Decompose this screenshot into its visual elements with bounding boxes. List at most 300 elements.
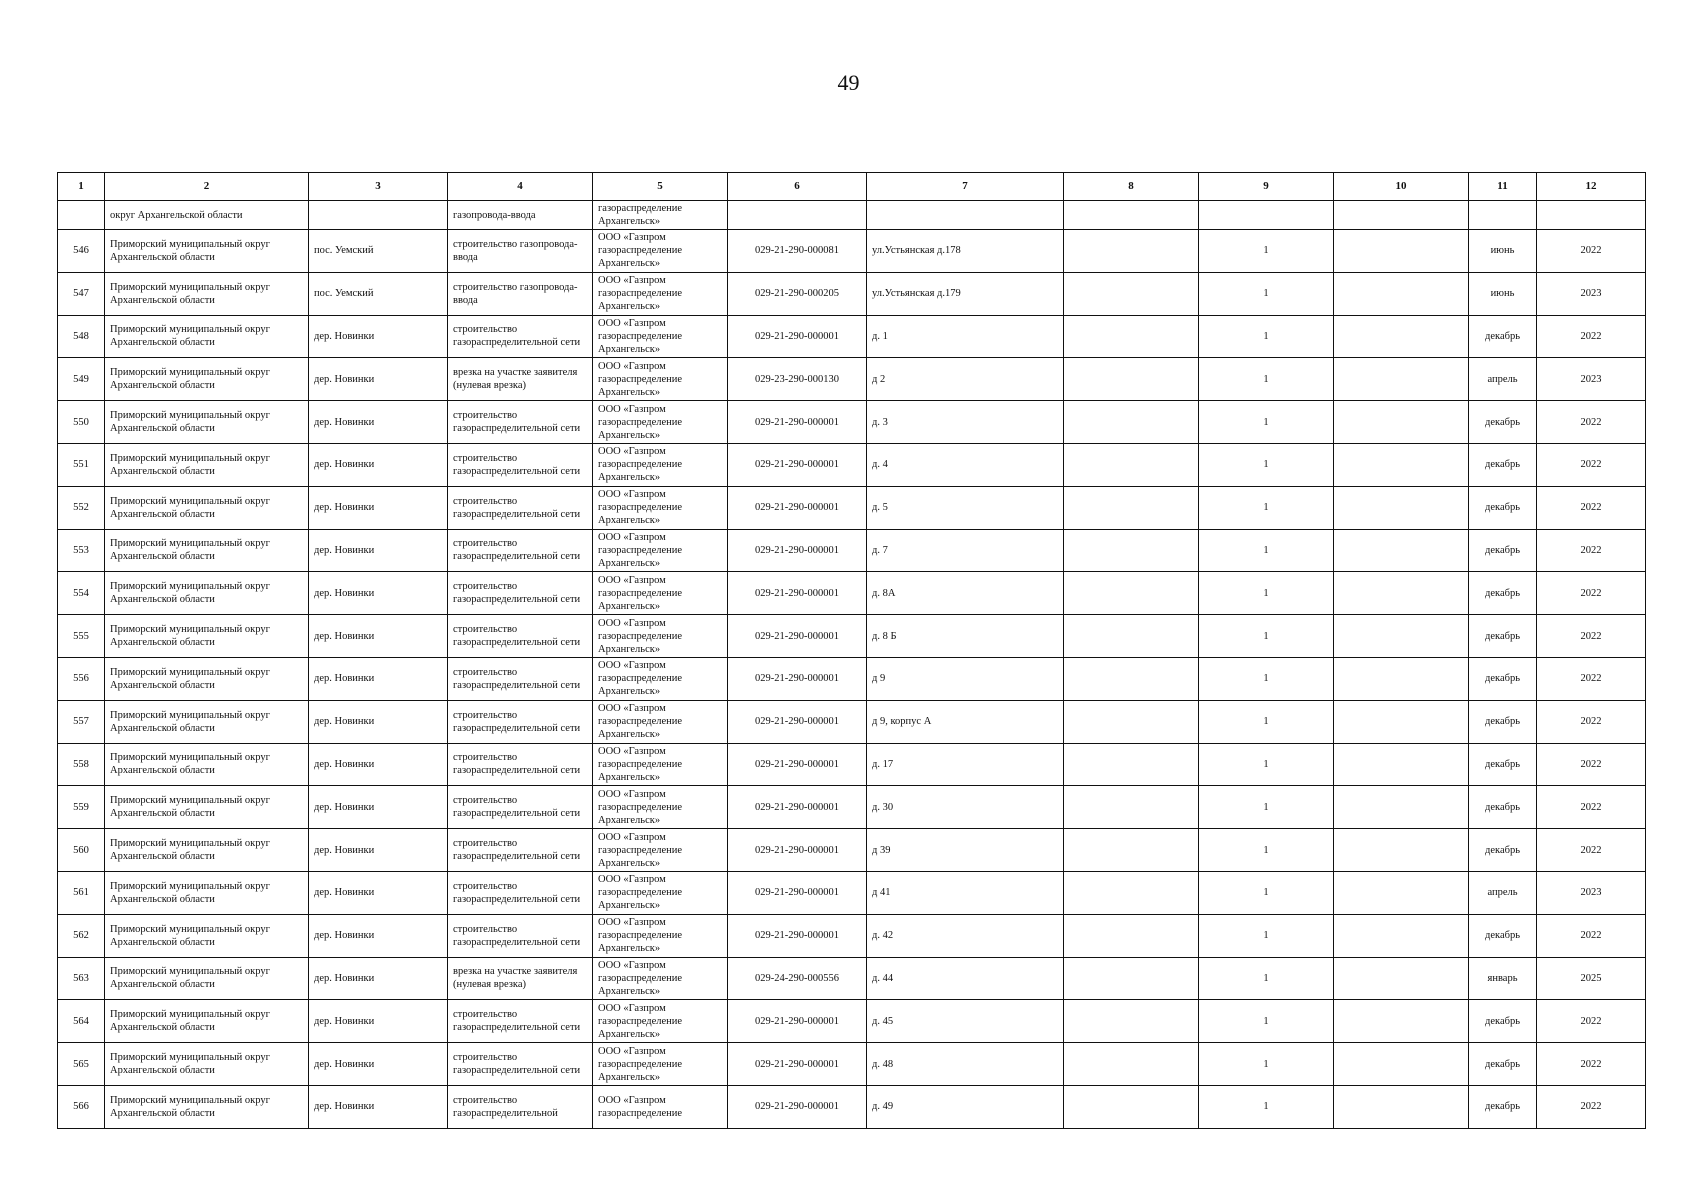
cell (1334, 657, 1469, 700)
locality-cell: дер. Новинки (309, 957, 448, 1000)
table-row (58, 657, 1646, 700)
table-row (58, 786, 1646, 829)
month-cell: декабрь (1469, 315, 1537, 358)
organization-cell: ООО «Газпром газораспределение Архангельск» (593, 529, 728, 572)
cell (1334, 829, 1469, 872)
locality-cell: дер. Новинки (309, 615, 448, 658)
organization-cell: ООО «Газпром газораспределение Архангельск» (593, 871, 728, 914)
organization-cell: ООО «Газпром газораспределение Архангельск» (593, 657, 728, 700)
cell: газораспределение Архангельск» (593, 201, 728, 230)
month-cell: декабрь (1469, 1043, 1537, 1086)
row-number-cell: 550 (58, 401, 105, 444)
year-cell: 2022 (1537, 315, 1646, 358)
quantity-cell: 1 (1199, 529, 1334, 572)
code-cell: 029-21-290-000081 (728, 230, 867, 273)
year-cell: 2022 (1537, 572, 1646, 615)
locality-cell: дер. Новинки (309, 1085, 448, 1128)
year-cell: 2022 (1537, 443, 1646, 486)
address-cell: ул.Устьянская д.179 (867, 272, 1064, 315)
cell (1537, 201, 1646, 230)
quantity-cell: 1 (1199, 1085, 1334, 1128)
cell (1064, 529, 1199, 572)
cell (1334, 272, 1469, 315)
address-cell: д. 44 (867, 957, 1064, 1000)
cell (1064, 443, 1199, 486)
organization-cell: ООО «Газпром газораспределение Архангельск» (593, 358, 728, 401)
address-cell: д. 17 (867, 743, 1064, 786)
table-row (58, 743, 1646, 786)
cell (1199, 201, 1334, 230)
cell (1334, 1000, 1469, 1043)
code-cell: 029-23-290-000130 (728, 358, 867, 401)
cell (1334, 1085, 1469, 1128)
cell (1064, 914, 1199, 957)
table-row (58, 401, 1646, 444)
row-number-cell: 559 (58, 786, 105, 829)
row-number-cell: 549 (58, 358, 105, 401)
code-cell: 029-21-290-000001 (728, 657, 867, 700)
locality-cell: дер. Новинки (309, 315, 448, 358)
cell (1064, 1085, 1199, 1128)
month-cell: декабрь (1469, 786, 1537, 829)
district-cell: Приморский муниципальный округ Архангельской области (105, 230, 309, 273)
month-cell: апрель (1469, 871, 1537, 914)
cell (1334, 443, 1469, 486)
address-cell: д 41 (867, 871, 1064, 914)
column-header: 10 (1334, 173, 1469, 201)
work-type-cell: строительство газораспределительной сети (448, 1043, 593, 1086)
locality-cell: дер. Новинки (309, 786, 448, 829)
month-cell: декабрь (1469, 914, 1537, 957)
cell (1334, 315, 1469, 358)
district-cell: Приморский муниципальный округ Архангельской области (105, 1043, 309, 1086)
table-row (58, 315, 1646, 358)
table-row (58, 914, 1646, 957)
table-row (58, 829, 1646, 872)
locality-cell: дер. Новинки (309, 657, 448, 700)
year-cell: 2022 (1537, 700, 1646, 743)
table-row (58, 529, 1646, 572)
column-header: 5 (593, 173, 728, 201)
code-cell: 029-21-290-000001 (728, 486, 867, 529)
organization-cell: ООО «Газпром газораспределение Архангельск» (593, 957, 728, 1000)
cell (1334, 529, 1469, 572)
code-cell: 029-21-290-000001 (728, 914, 867, 957)
district-cell: Приморский муниципальный округ Архангельской области (105, 786, 309, 829)
quantity-cell: 1 (1199, 743, 1334, 786)
table-row (58, 443, 1646, 486)
work-type-cell: строительство газораспределительной сети (448, 529, 593, 572)
cell (1334, 871, 1469, 914)
cell (1334, 486, 1469, 529)
quantity-cell: 1 (1199, 957, 1334, 1000)
district-cell: Приморский муниципальный округ Архангельской области (105, 358, 309, 401)
code-cell: 029-21-290-000001 (728, 572, 867, 615)
cell (1064, 572, 1199, 615)
quantity-cell: 1 (1199, 358, 1334, 401)
district-cell: Приморский муниципальный округ Архангельской области (105, 401, 309, 444)
registry-table (57, 172, 1646, 1129)
locality-cell: дер. Новинки (309, 529, 448, 572)
code-cell: 029-21-290-000001 (728, 743, 867, 786)
organization-cell: ООО «Газпром газораспределение Архангельск» (593, 1000, 728, 1043)
month-cell: декабрь (1469, 743, 1537, 786)
table-row (58, 700, 1646, 743)
organization-cell: ООО «Газпром газораспределение Архангельск» (593, 486, 728, 529)
code-cell: 029-21-290-000001 (728, 615, 867, 658)
continuation-row (58, 201, 1646, 230)
row-number-cell: 564 (58, 1000, 105, 1043)
code-cell: 029-21-290-000001 (728, 1000, 867, 1043)
quantity-cell: 1 (1199, 615, 1334, 658)
quantity-cell: 1 (1199, 230, 1334, 273)
month-cell: декабрь (1469, 401, 1537, 444)
cell (1334, 401, 1469, 444)
cell (728, 201, 867, 230)
district-cell: Приморский муниципальный округ Архангельской области (105, 871, 309, 914)
cell (1064, 1043, 1199, 1086)
cell (1469, 201, 1537, 230)
cell (1064, 401, 1199, 444)
year-cell: 2022 (1537, 1085, 1646, 1128)
year-cell: 2022 (1537, 401, 1646, 444)
column-header: 6 (728, 173, 867, 201)
row-number-cell: 562 (58, 914, 105, 957)
year-cell: 2022 (1537, 529, 1646, 572)
month-cell: декабрь (1469, 657, 1537, 700)
organization-cell: ООО «Газпром газораспределение Архангельск» (593, 315, 728, 358)
code-cell: 029-21-290-000001 (728, 1043, 867, 1086)
year-cell: 2022 (1537, 230, 1646, 273)
quantity-cell: 1 (1199, 401, 1334, 444)
cell (58, 201, 105, 230)
work-type-cell: строительство газораспределительной сети (448, 1000, 593, 1043)
address-cell: д. 5 (867, 486, 1064, 529)
locality-cell: пос. Уемский (309, 272, 448, 315)
address-cell: д. 42 (867, 914, 1064, 957)
work-type-cell: строительство газораспределительной сети (448, 700, 593, 743)
year-cell: 2022 (1537, 486, 1646, 529)
organization-cell: ООО «Газпром газораспределение Архангельск» (593, 615, 728, 658)
cell (1334, 957, 1469, 1000)
month-cell: декабрь (1469, 1085, 1537, 1128)
cell (1064, 615, 1199, 658)
work-type-cell: врезка на участке заявителя (нулевая врезка) (448, 957, 593, 1000)
year-cell: 2022 (1537, 829, 1646, 872)
year-cell: 2022 (1537, 1043, 1646, 1086)
work-type-cell: строительство газораспределительной сети (448, 871, 593, 914)
district-cell: Приморский муниципальный округ Архангельской области (105, 272, 309, 315)
district-cell: Приморский муниципальный округ Архангельской области (105, 914, 309, 957)
cell (1064, 743, 1199, 786)
locality-cell: дер. Новинки (309, 443, 448, 486)
column-header: 12 (1537, 173, 1646, 201)
year-cell: 2022 (1537, 914, 1646, 957)
row-number-cell: 551 (58, 443, 105, 486)
organization-cell: ООО «Газпром газораспределение Архангельск» (593, 914, 728, 957)
table-header (58, 173, 1646, 201)
organization-cell: ООО «Газпром газораспределение Архангельск» (593, 401, 728, 444)
cell (1334, 615, 1469, 658)
table-body (58, 201, 1646, 1129)
row-number-cell: 566 (58, 1085, 105, 1128)
column-header: 2 (105, 173, 309, 201)
work-type-cell: строительство газораспределительной сети (448, 615, 593, 658)
address-cell: д. 8 Б (867, 615, 1064, 658)
cell (867, 201, 1064, 230)
row-number-cell: 558 (58, 743, 105, 786)
cell (1064, 871, 1199, 914)
month-cell: декабрь (1469, 572, 1537, 615)
locality-cell: дер. Новинки (309, 1043, 448, 1086)
column-header: 4 (448, 173, 593, 201)
work-type-cell: строительство газораспределительной сети (448, 401, 593, 444)
month-cell: декабрь (1469, 443, 1537, 486)
quantity-cell: 1 (1199, 700, 1334, 743)
table-row (58, 572, 1646, 615)
locality-cell: дер. Новинки (309, 572, 448, 615)
address-cell: д. 30 (867, 786, 1064, 829)
cell (1064, 829, 1199, 872)
quantity-cell: 1 (1199, 572, 1334, 615)
table-row (58, 272, 1646, 315)
organization-cell: ООО «Газпром газораспределение Архангельск» (593, 572, 728, 615)
year-cell: 2022 (1537, 786, 1646, 829)
month-cell: июнь (1469, 230, 1537, 273)
month-cell: декабрь (1469, 486, 1537, 529)
column-header: 3 (309, 173, 448, 201)
table-row (58, 230, 1646, 273)
code-cell: 029-21-290-000001 (728, 871, 867, 914)
address-cell: д. 4 (867, 443, 1064, 486)
cell (1334, 700, 1469, 743)
year-cell: 2023 (1537, 871, 1646, 914)
organization-cell: ООО «Газпром газораспределение Архангельск» (593, 829, 728, 872)
locality-cell: дер. Новинки (309, 743, 448, 786)
quantity-cell: 1 (1199, 272, 1334, 315)
quantity-cell: 1 (1199, 1043, 1334, 1086)
organization-cell: ООО «Газпром газораспределение Архангельск» (593, 272, 728, 315)
quantity-cell: 1 (1199, 786, 1334, 829)
cell (1064, 657, 1199, 700)
month-cell: декабрь (1469, 700, 1537, 743)
year-cell: 2022 (1537, 657, 1646, 700)
year-cell: 2022 (1537, 615, 1646, 658)
work-type-cell: строительство газораспределительной сети (448, 572, 593, 615)
district-cell: Приморский муниципальный округ Архангельской области (105, 700, 309, 743)
cell: газопровода-ввода (448, 201, 593, 230)
work-type-cell: строительство газораспределительной (448, 1085, 593, 1128)
work-type-cell: строительство газораспределительной сети (448, 829, 593, 872)
quantity-cell: 1 (1199, 829, 1334, 872)
locality-cell: дер. Новинки (309, 829, 448, 872)
locality-cell: дер. Новинки (309, 700, 448, 743)
quantity-cell: 1 (1199, 1000, 1334, 1043)
cell (1064, 358, 1199, 401)
row-number-cell: 555 (58, 615, 105, 658)
code-cell: 029-21-290-000205 (728, 272, 867, 315)
district-cell: Приморский муниципальный округ Архангельской области (105, 486, 309, 529)
header-row (58, 173, 1646, 201)
cell (1334, 743, 1469, 786)
address-cell: д 9, корпус А (867, 700, 1064, 743)
column-header: 11 (1469, 173, 1537, 201)
table-row (58, 615, 1646, 658)
address-cell: д. 49 (867, 1085, 1064, 1128)
row-number-cell: 556 (58, 657, 105, 700)
district-cell: Приморский муниципальный округ Архангельской области (105, 315, 309, 358)
row-number-cell: 561 (58, 871, 105, 914)
address-cell: д. 48 (867, 1043, 1064, 1086)
district-cell: Приморский муниципальный округ Архангельской области (105, 657, 309, 700)
row-number-cell: 552 (58, 486, 105, 529)
address-cell: д. 8А (867, 572, 1064, 615)
work-type-cell: строительство газораспределительной сети (448, 443, 593, 486)
cell (1064, 786, 1199, 829)
cell (1064, 201, 1199, 230)
column-header: 9 (1199, 173, 1334, 201)
month-cell: июнь (1469, 272, 1537, 315)
month-cell: апрель (1469, 358, 1537, 401)
organization-cell: ООО «Газпром газораспределение Архангельск» (593, 443, 728, 486)
page-number: 49 (837, 70, 860, 95)
cell (1334, 786, 1469, 829)
cell: округ Архангельской области (105, 201, 309, 230)
cell (1334, 572, 1469, 615)
work-type-cell: строительство газопровода-ввода (448, 272, 593, 315)
cell (309, 201, 448, 230)
code-cell: 029-21-290-000001 (728, 443, 867, 486)
row-number-cell: 565 (58, 1043, 105, 1086)
locality-cell: дер. Новинки (309, 486, 448, 529)
year-cell: 2025 (1537, 957, 1646, 1000)
row-number-cell: 560 (58, 829, 105, 872)
organization-cell: ООО «Газпром газораспределение Архангельск» (593, 743, 728, 786)
quantity-cell: 1 (1199, 443, 1334, 486)
work-type-cell: строительство газораспределительной сети (448, 486, 593, 529)
row-number-cell: 546 (58, 230, 105, 273)
table-row (58, 486, 1646, 529)
cell (1334, 230, 1469, 273)
organization-cell: ООО «Газпром газораспределение Архангельск» (593, 786, 728, 829)
code-cell: 029-21-290-000001 (728, 786, 867, 829)
work-type-cell: строительство газораспределительной сети (448, 315, 593, 358)
cell (1064, 272, 1199, 315)
address-cell: д 2 (867, 358, 1064, 401)
cell (1064, 1000, 1199, 1043)
address-cell: д. 7 (867, 529, 1064, 572)
year-cell: 2023 (1537, 358, 1646, 401)
organization-cell: ООО «Газпром газораспределение Архангельск» (593, 230, 728, 273)
quantity-cell: 1 (1199, 657, 1334, 700)
month-cell: декабрь (1469, 615, 1537, 658)
cell (1064, 957, 1199, 1000)
locality-cell: дер. Новинки (309, 871, 448, 914)
column-header: 1 (58, 173, 105, 201)
district-cell: Приморский муниципальный округ Архангельской области (105, 957, 309, 1000)
table-row (58, 871, 1646, 914)
cell (1334, 358, 1469, 401)
table-row (58, 1043, 1646, 1086)
table-row (58, 1085, 1646, 1128)
quantity-cell: 1 (1199, 871, 1334, 914)
month-cell: январь (1469, 957, 1537, 1000)
table-row (58, 1000, 1646, 1043)
address-cell: д. 45 (867, 1000, 1064, 1043)
code-cell: 029-24-290-000556 (728, 957, 867, 1000)
district-cell: Приморский муниципальный округ Архангельской области (105, 615, 309, 658)
district-cell: Приморский муниципальный округ Архангельской области (105, 1000, 309, 1043)
work-type-cell: строительство газораспределительной сети (448, 914, 593, 957)
code-cell: 029-21-290-000001 (728, 401, 867, 444)
cell (1064, 700, 1199, 743)
district-cell: Приморский муниципальный округ Архангельской области (105, 743, 309, 786)
month-cell: декабрь (1469, 529, 1537, 572)
district-cell: Приморский муниципальный округ Архангельской области (105, 529, 309, 572)
address-cell: д 9 (867, 657, 1064, 700)
cell (1064, 486, 1199, 529)
address-cell: д. 3 (867, 401, 1064, 444)
cell (1064, 230, 1199, 273)
table-row (58, 358, 1646, 401)
locality-cell: дер. Новинки (309, 914, 448, 957)
quantity-cell: 1 (1199, 486, 1334, 529)
district-cell: Приморский муниципальный округ Архангельской области (105, 572, 309, 615)
work-type-cell: строительство газораспределительной сети (448, 657, 593, 700)
month-cell: декабрь (1469, 1000, 1537, 1043)
code-cell: 029-21-290-000001 (728, 315, 867, 358)
locality-cell: дер. Новинки (309, 358, 448, 401)
row-number-cell: 557 (58, 700, 105, 743)
organization-cell: ООО «Газпром газораспределение Архангельск» (593, 1043, 728, 1086)
code-cell: 029-21-290-000001 (728, 1085, 867, 1128)
row-number-cell: 563 (58, 957, 105, 1000)
work-type-cell: врезка на участке заявителя (нулевая врезка) (448, 358, 593, 401)
cell (1064, 315, 1199, 358)
cell (1334, 914, 1469, 957)
quantity-cell: 1 (1199, 315, 1334, 358)
year-cell: 2022 (1537, 1000, 1646, 1043)
row-number-cell: 553 (58, 529, 105, 572)
year-cell: 2023 (1537, 272, 1646, 315)
cell (1334, 1043, 1469, 1086)
work-type-cell: строительство газораспределительной сети (448, 786, 593, 829)
month-cell: декабрь (1469, 829, 1537, 872)
locality-cell: дер. Новинки (309, 401, 448, 444)
code-cell: 029-21-290-000001 (728, 700, 867, 743)
table-row (58, 957, 1646, 1000)
row-number-cell: 547 (58, 272, 105, 315)
work-type-cell: строительство газораспределительной сети (448, 743, 593, 786)
organization-cell: ООО «Газпром газораспределение Архангельск» (593, 700, 728, 743)
district-cell: Приморский муниципальный округ Архангельской области (105, 1085, 309, 1128)
row-number-cell: 554 (58, 572, 105, 615)
address-cell: ул.Устьянская д.178 (867, 230, 1064, 273)
district-cell: Приморский муниципальный округ Архангельской области (105, 443, 309, 486)
locality-cell: дер. Новинки (309, 1000, 448, 1043)
code-cell: 029-21-290-000001 (728, 529, 867, 572)
column-header: 8 (1064, 173, 1199, 201)
district-cell: Приморский муниципальный округ Архангельской области (105, 829, 309, 872)
code-cell: 029-21-290-000001 (728, 829, 867, 872)
column-header: 7 (867, 173, 1064, 201)
year-cell: 2022 (1537, 743, 1646, 786)
cell (1334, 201, 1469, 230)
organization-cell: ООО «Газпром газораспределение (593, 1085, 728, 1128)
row-number-cell: 548 (58, 315, 105, 358)
address-cell: д. 1 (867, 315, 1064, 358)
quantity-cell: 1 (1199, 914, 1334, 957)
